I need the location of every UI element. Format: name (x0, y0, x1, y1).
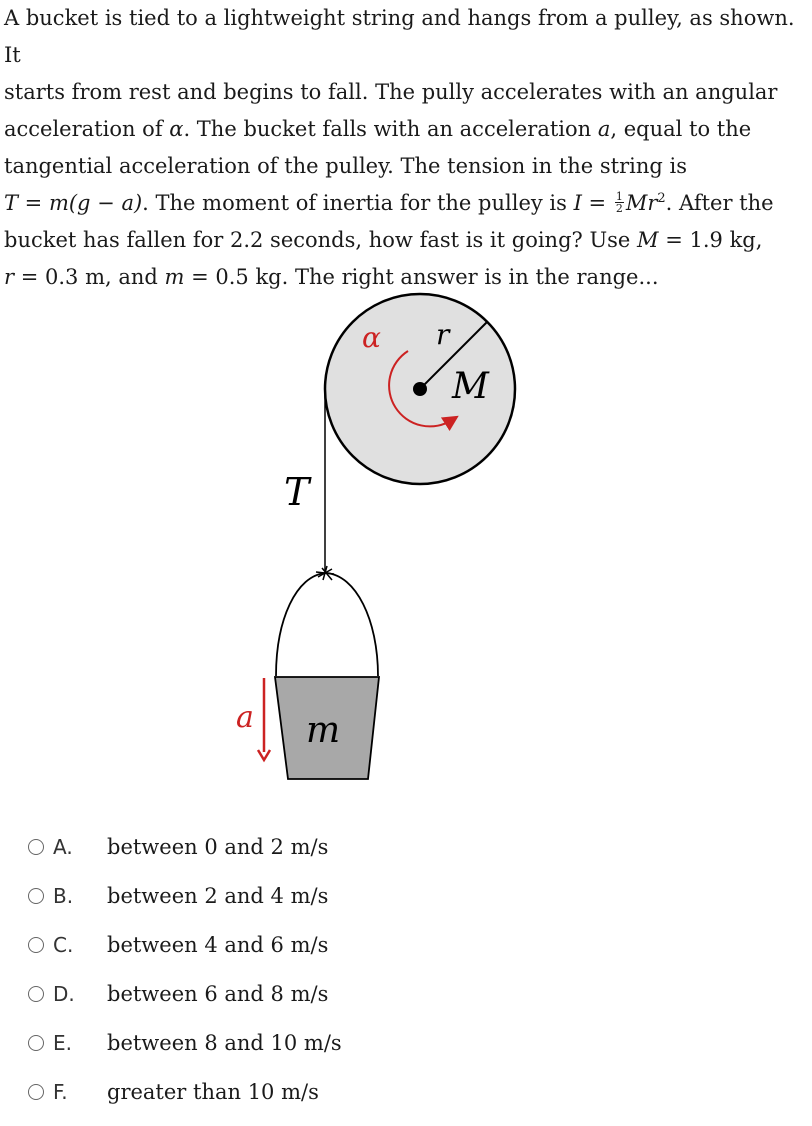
question-line-3b: . The bucket falls with an acceleration (183, 117, 598, 141)
choice-letter: F. (53, 1079, 68, 1104)
question-line-6c: = 1.9 kg, (658, 228, 763, 252)
question-line-5b: . The moment of inertia for the pulley is (142, 191, 574, 215)
choice-f[interactable] (28, 1067, 428, 1116)
choice-e[interactable] (28, 1018, 428, 1067)
choice-letter: C. (53, 932, 74, 957)
choice-text: between 0 and 2 m/s (107, 834, 329, 859)
choice-text: between 6 and 8 m/s (107, 981, 329, 1006)
question-line-5d: . After the (665, 191, 774, 215)
fraction-numerator: 1 (615, 190, 623, 203)
choice-letter: B. (53, 883, 74, 908)
question-line-7b: = 0.3 m, and (14, 265, 165, 289)
pulley-mass-label: M (452, 366, 489, 407)
bucket-handle (276, 573, 378, 676)
radio-button[interactable] (28, 937, 44, 953)
choice-a[interactable] (28, 822, 428, 871)
choice-letter: E. (53, 1030, 72, 1055)
alpha-label: α (362, 321, 381, 354)
question-line-6a: bucket has fallen for 2.2 seconds, how fast is it going? Use (4, 228, 638, 252)
inertia-equation: I = (573, 191, 607, 215)
choice-c[interactable] (28, 920, 428, 969)
m-small-symbol: m (164, 265, 185, 289)
radio-button[interactable] (28, 986, 44, 1002)
choice-b[interactable] (28, 871, 428, 920)
radio-button[interactable] (28, 839, 44, 855)
choice-text: greater than 10 m/s (107, 1079, 319, 1104)
square-exponent: 2 (657, 191, 666, 206)
mr-term: Mr (625, 191, 658, 215)
acceleration-label: a (236, 700, 254, 735)
choice-letter: D. (53, 981, 75, 1006)
fraction-denominator: 2 (615, 202, 623, 215)
radio-button[interactable] (28, 1035, 44, 1051)
radius-label: r (436, 318, 450, 351)
question-line-4: tangential acceleration of the pulley. The tension in the string is (4, 154, 687, 178)
question-line-3a: acceleration of (4, 117, 170, 141)
choice-text: between 2 and 4 m/s (107, 883, 329, 908)
alpha-symbol: α (169, 117, 184, 141)
question-line-7d: = 0.5 kg. The right answer is in the range... (184, 265, 659, 289)
tension-label: T (284, 470, 310, 514)
choice-d[interactable] (28, 969, 428, 1018)
radio-button[interactable] (28, 1084, 44, 1100)
choice-letter: A. (53, 834, 73, 859)
question-line-2: starts from rest and begins to fall. The pully accelerates with an angular (4, 80, 778, 104)
choice-text: between 8 and 10 m/s (107, 1030, 342, 1055)
answer-choices (28, 822, 428, 1116)
m-big-symbol: M (637, 228, 659, 252)
question-line-3c: , equal to the (610, 117, 752, 141)
bucket-mass-label: m (306, 710, 341, 751)
choice-text: between 4 and 6 m/s (107, 932, 329, 957)
question-line-1: A bucket is tied to a lightweight string and hangs from a pulley, as shown. It (4, 6, 795, 67)
tension-equation: T = m(g − a) (4, 191, 143, 215)
a-symbol: a (597, 117, 611, 141)
r-symbol: r (4, 265, 15, 289)
radio-button[interactable] (28, 888, 44, 904)
